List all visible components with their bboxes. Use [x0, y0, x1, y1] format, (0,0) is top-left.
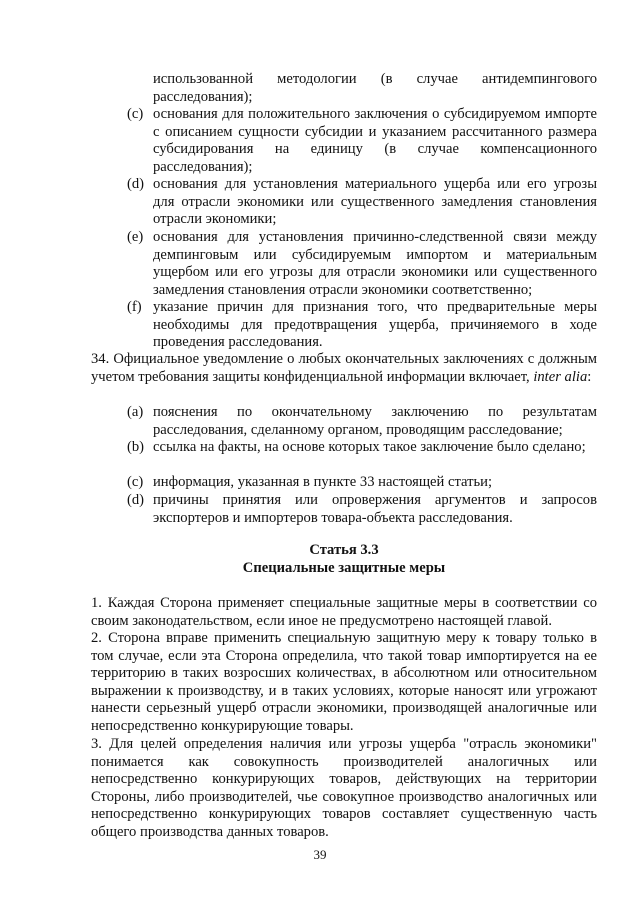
list-item-text: основания для положительного заключения о субсидируемом импорте с описанием сущности субсидии и указанием рассчитанного размера субсидирования на единицу (в случае компенсационного расследования); [153, 106, 597, 175]
list-item-c2 [127, 474, 597, 492]
list-item-b [127, 439, 597, 457]
list-item-label: (d) [127, 492, 145, 508]
list-item-label: (d) [127, 176, 145, 192]
list-item-label: (b) [127, 439, 145, 455]
list-item-text: ссылка на факты, на основе которых такое заключение было сделано; [153, 439, 586, 455]
inter-alia-italic: inter alia [533, 368, 588, 385]
list-item-label: (a) [127, 404, 144, 420]
list-item-text: указание причин для признания того, что предварительные меры необходимы для предотвращения ущерба, причиняемого в ходе проведения расследования. [153, 299, 597, 351]
list-item-text: пояснения по окончательному заключению по результатам расследования, сделанному органом, проводящим расследование; [153, 404, 597, 438]
list-item-f [127, 299, 597, 352]
list-item-continuation: использованной методологии (в случае антидемпингового расследования); [153, 71, 597, 105]
paragraph-1: 1. Каждая Сторона применяет специальные защитные меры в соответствии со своим законодательством, если иное не предусмотрено настоящей главой. [91, 595, 597, 629]
article-number: Статья 3.3 [309, 542, 379, 558]
list-item-d [127, 176, 597, 229]
list-item-text: основания для установления причинно-следственной связи между демпинговым или субсидируемым импортом и материальным ущербом или его угрозы для отрасли экономики или существенного замедления становления отрасли экономики соответственно; [153, 229, 597, 298]
list-item-text: причины принятия или опровержения аргументов и запросов экспортеров и импортеров товара-объекта расследования. [153, 492, 597, 526]
list-item-text: информация, указанная в пункте 33 настоящей статьи; [153, 474, 493, 490]
list-item-text: основания для установления материального ущерба или его угрозы для отрасли экономики или существенного замедления становления отрасли экономики; [153, 176, 597, 228]
list-item-label: (e) [127, 229, 144, 245]
list-item-label: (c) [127, 474, 144, 490]
paragraph-2: 2. Сторона вправе применить специальную защитную меру к товару только в том случае, если эта Сторона определила, что такой товар импортируется на ее территорию в таких возросших количествах, в абсолютном или относительном выражении к производству, и в таких условиях, которые наносят или угрожают нанести серьезный ущерб отрасли экономики, производящей аналогичные или непосредственно конкурирующие товары. [91, 630, 597, 734]
list-item-label: (c) [127, 106, 144, 122]
list-item-e [127, 229, 597, 299]
list-item-c [127, 106, 597, 176]
paragraph-34-intro: 34. Официальное уведомление о любых окончательных заключениях с должным учетом требования защиты конфиденциальной информации включает, inter alia: [91, 351, 597, 385]
paragraph-3: 3. Для целей определения наличия или угрозы ущерба "отрасль экономики" понимается как совокупность производителей аналогичных или непосредственно конкурирующих товаров, действующих на территории Стороны, либо производителей, чье совокупное производство аналогичных или непосредственно конкурирующих товаров составляет существенную часть общего производства данных товаров. [91, 736, 597, 840]
list-item-label: (f) [127, 299, 142, 315]
page-number: 39 [313, 847, 327, 862]
article-title: Специальные защитные меры [242, 560, 446, 576]
list-item-a [127, 404, 597, 439]
list-item-d2 [127, 492, 597, 527]
